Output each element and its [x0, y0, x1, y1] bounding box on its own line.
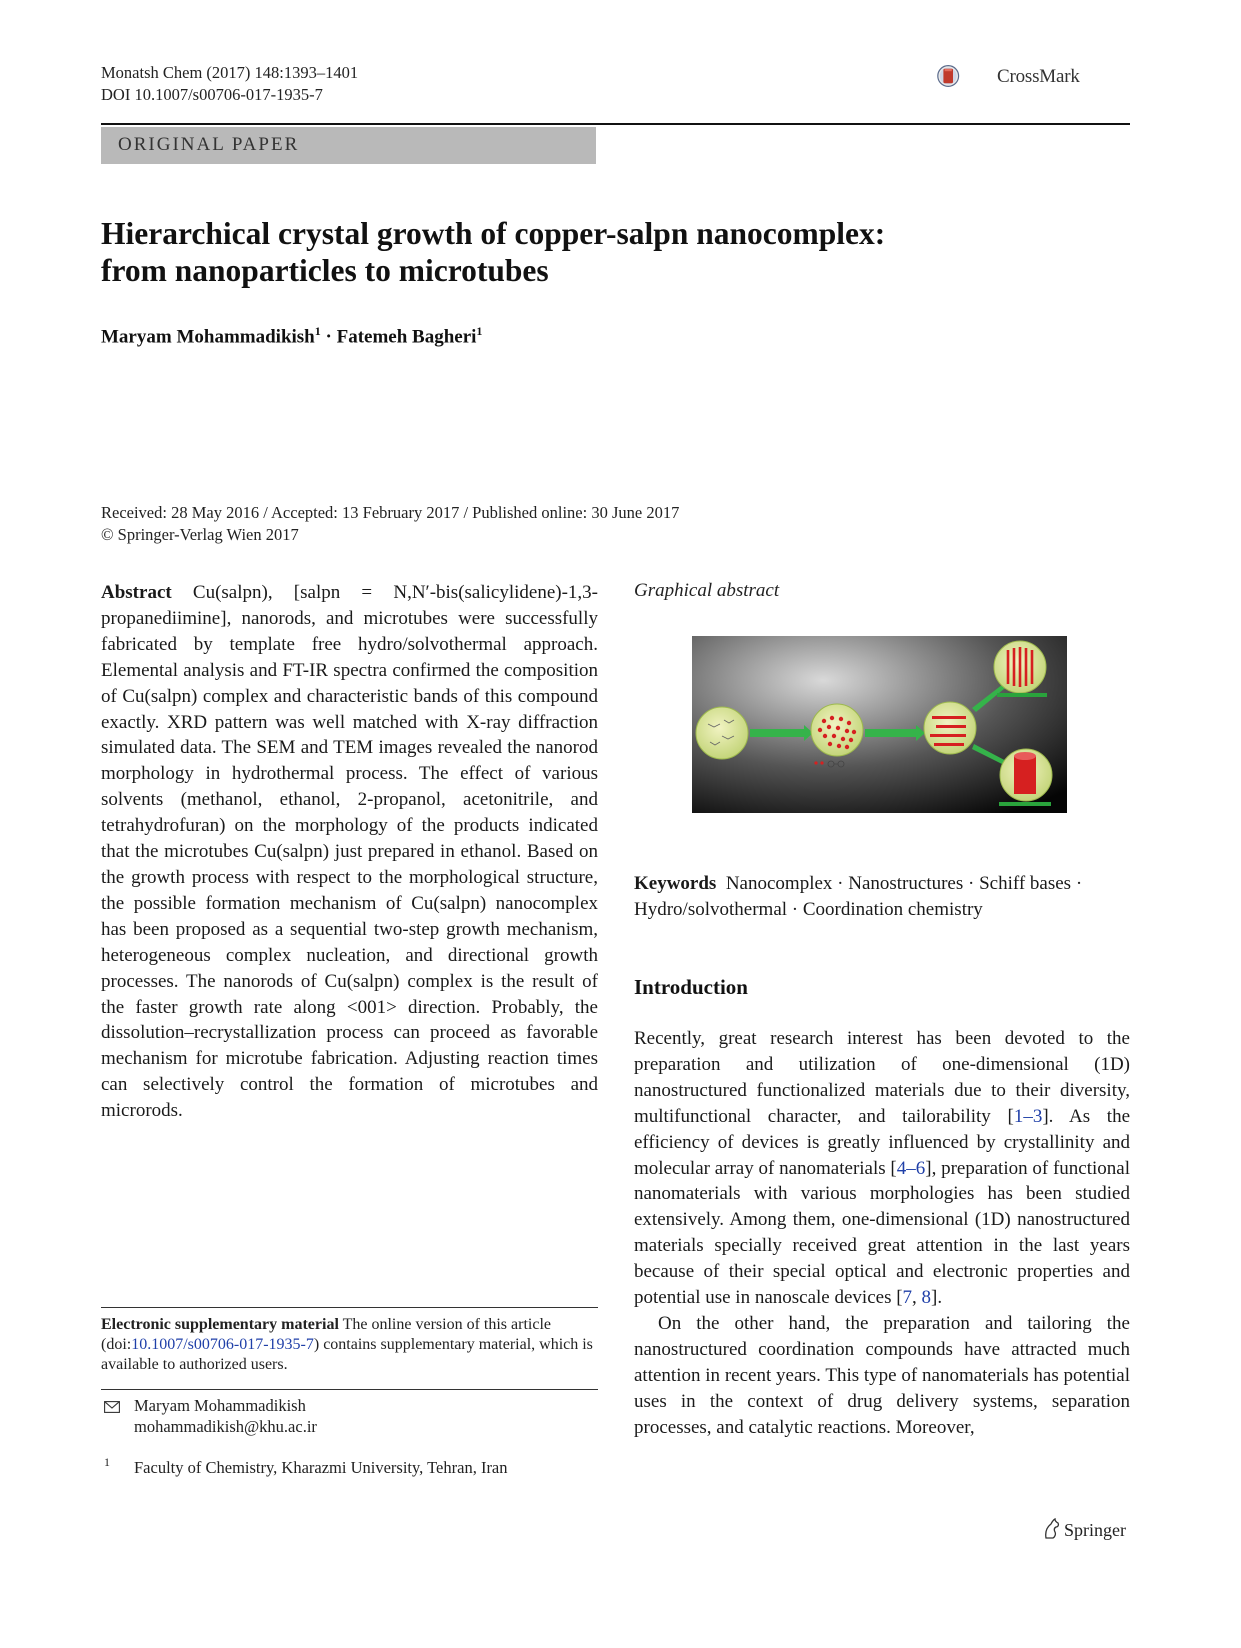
doi-link[interactable]: 10.1007/s00706-017-1935-7 — [131, 1336, 314, 1353]
crossmark-icon[interactable] — [937, 48, 997, 104]
keywords-label: Keywords — [634, 873, 717, 894]
paper-type-banner — [101, 127, 596, 164]
springer-horse-icon — [1042, 1518, 1062, 1540]
publication-history — [101, 502, 679, 546]
author-name[interactable]: Maryam Mohammadikish — [101, 326, 315, 348]
text-span: The online version of this article (doi: — [101, 1316, 551, 1353]
footnote-rule — [101, 1307, 598, 1308]
doi-line: DOI 10.1007/s00706-017-1935-7 — [101, 85, 323, 104]
author-affiliation-mark: 1 — [476, 324, 483, 338]
text-span: ], preparation of functional nanomaterials with various morphologies has been studied extensively. Among them, one-dimensional (1D) nanostructured materials specially received great attention in the last years because of their special optical and electronic properties and potential use in nanoscale devices [ — [634, 1157, 1130, 1309]
graphical-abstract-label: Graphical abstract — [634, 580, 780, 601]
header-rule — [101, 123, 1130, 125]
dates-line: Received: 28 May 2016 / Accepted: 13 February 2017 / Published online: 30 June 2017 — [101, 503, 680, 522]
keywords — [634, 871, 1130, 923]
section-heading-introduction: Introduction — [634, 975, 748, 999]
title-line-1: Hierarchical crystal growth of copper-salpn nanocomplex: — [101, 216, 886, 251]
article-title — [101, 215, 1001, 289]
abstract-text: Cu(salpn), [salpn = N,N′-bis(salicylidene)-1,3-propanediimine], nanorods, and microtubes were successfully fabricated by template free hydro/solvothermal approach. Elemental analysis and FT-IR spectra confirmed the composition of Cu(salpn) complex and characteristic bands of this compound exactly. XRD pattern was well matched with X-ray diffraction simulated data. The SEM and TEM images revealed the nanorod morphology in hydrothermal process. The effect of various solvents (methanol, ethanol, 2-propanol, acetonitrile, and tetrahydrofuran) on the morphology of the products indicated that the microtubes Cu(salpn) just prepared in ethanol. Based on the growth process with respect to the morphological structure, the possible formation mechanism of Cu(salpn) nanocomplex has been proposed as a sequential two-step growth mechanism, heterogeneous complex nucleation, and directional growth processes. The nanorods of Cu(salpn) complex is the result of the faster growth rate along <001> direction. Probably, the dissolution–recrystallization process can proceed as favorable mechanism for microtube fabrication. Adjusting reaction times can selectively control the formation of microtubes and microrods. — [101, 582, 598, 1122]
title-line-2: from nanoparticles to microtubes — [101, 253, 549, 288]
author-separator: · — [320, 326, 337, 348]
contact-email[interactable]: mohammadikish@khu.ac.ir — [134, 1417, 317, 1436]
graphical-abstract-figure — [692, 636, 1067, 813]
journal-line: Monatsh Chem (2017) 148:1393–1401 — [101, 63, 359, 82]
abstract — [101, 580, 598, 1124]
author-affiliation-mark: 1 — [314, 324, 321, 338]
citation-link[interactable]: 7 — [902, 1287, 913, 1309]
text-span: Recently, great research interest has been devoted to the preparation and utilization of one-dimensional (1D) nanostructured functionalized materials due to their diversity, multifunctional character, and tailorability [ — [634, 1028, 1130, 1127]
author-name[interactable]: Fatemeh Bagheri — [336, 326, 477, 348]
citation-link[interactable]: 8 — [921, 1287, 932, 1309]
esm-label: Electronic supplementary material — [101, 1316, 339, 1333]
introduction-body — [634, 1026, 1130, 1441]
envelope-icon — [104, 1401, 120, 1413]
affiliation-number: 1 — [104, 1455, 110, 1469]
text-span: , — [912, 1287, 922, 1309]
text-span: ]. As the efficiency of devices is greatly influenced by crystallinity and molecular array of nanomaterials [ — [634, 1105, 1131, 1179]
affiliation-text: Faculty of Chemistry, Kharazmi University, Tehran, Iran — [134, 1458, 508, 1477]
supplementary-note — [101, 1315, 598, 1375]
contact-name: Maryam Mohammadikish — [134, 1396, 306, 1415]
abstract-label: Abstract — [101, 582, 172, 603]
paragraph — [634, 1026, 1130, 1311]
paper-type-label: ORIGINAL PAPER — [118, 134, 300, 155]
journal-citation — [101, 62, 358, 106]
copyright-line: © Springer-Verlag Wien 2017 — [101, 525, 299, 544]
footnote-rule — [101, 1389, 598, 1390]
paragraph: On the other hand, the preparation and tailoring the nanostructured coordination compounds have attracted much attention in recent years. This type of nanomaterials has potential uses in the context of drug delivery systems, separation processes, and catalytic reactions. Moreover, — [634, 1312, 1130, 1438]
citation-link[interactable]: 4–6 — [896, 1157, 926, 1179]
citation-link[interactable]: 1–3 — [1013, 1105, 1043, 1127]
publisher-logo-text: Springer — [1064, 1520, 1126, 1540]
text-span: ]. — [931, 1287, 943, 1309]
crossmark-label[interactable]: CrossMark — [997, 66, 1080, 87]
author-list — [101, 324, 482, 348]
keywords-text: Nanocomplex · Nanostructures · Schiff bases · Hydro/solvothermal · Coordination chemistry — [634, 873, 1083, 920]
corresponding-author — [134, 1395, 317, 1437]
text-span: ) contains supplementary material, which is available to authorized users. — [101, 1336, 593, 1373]
